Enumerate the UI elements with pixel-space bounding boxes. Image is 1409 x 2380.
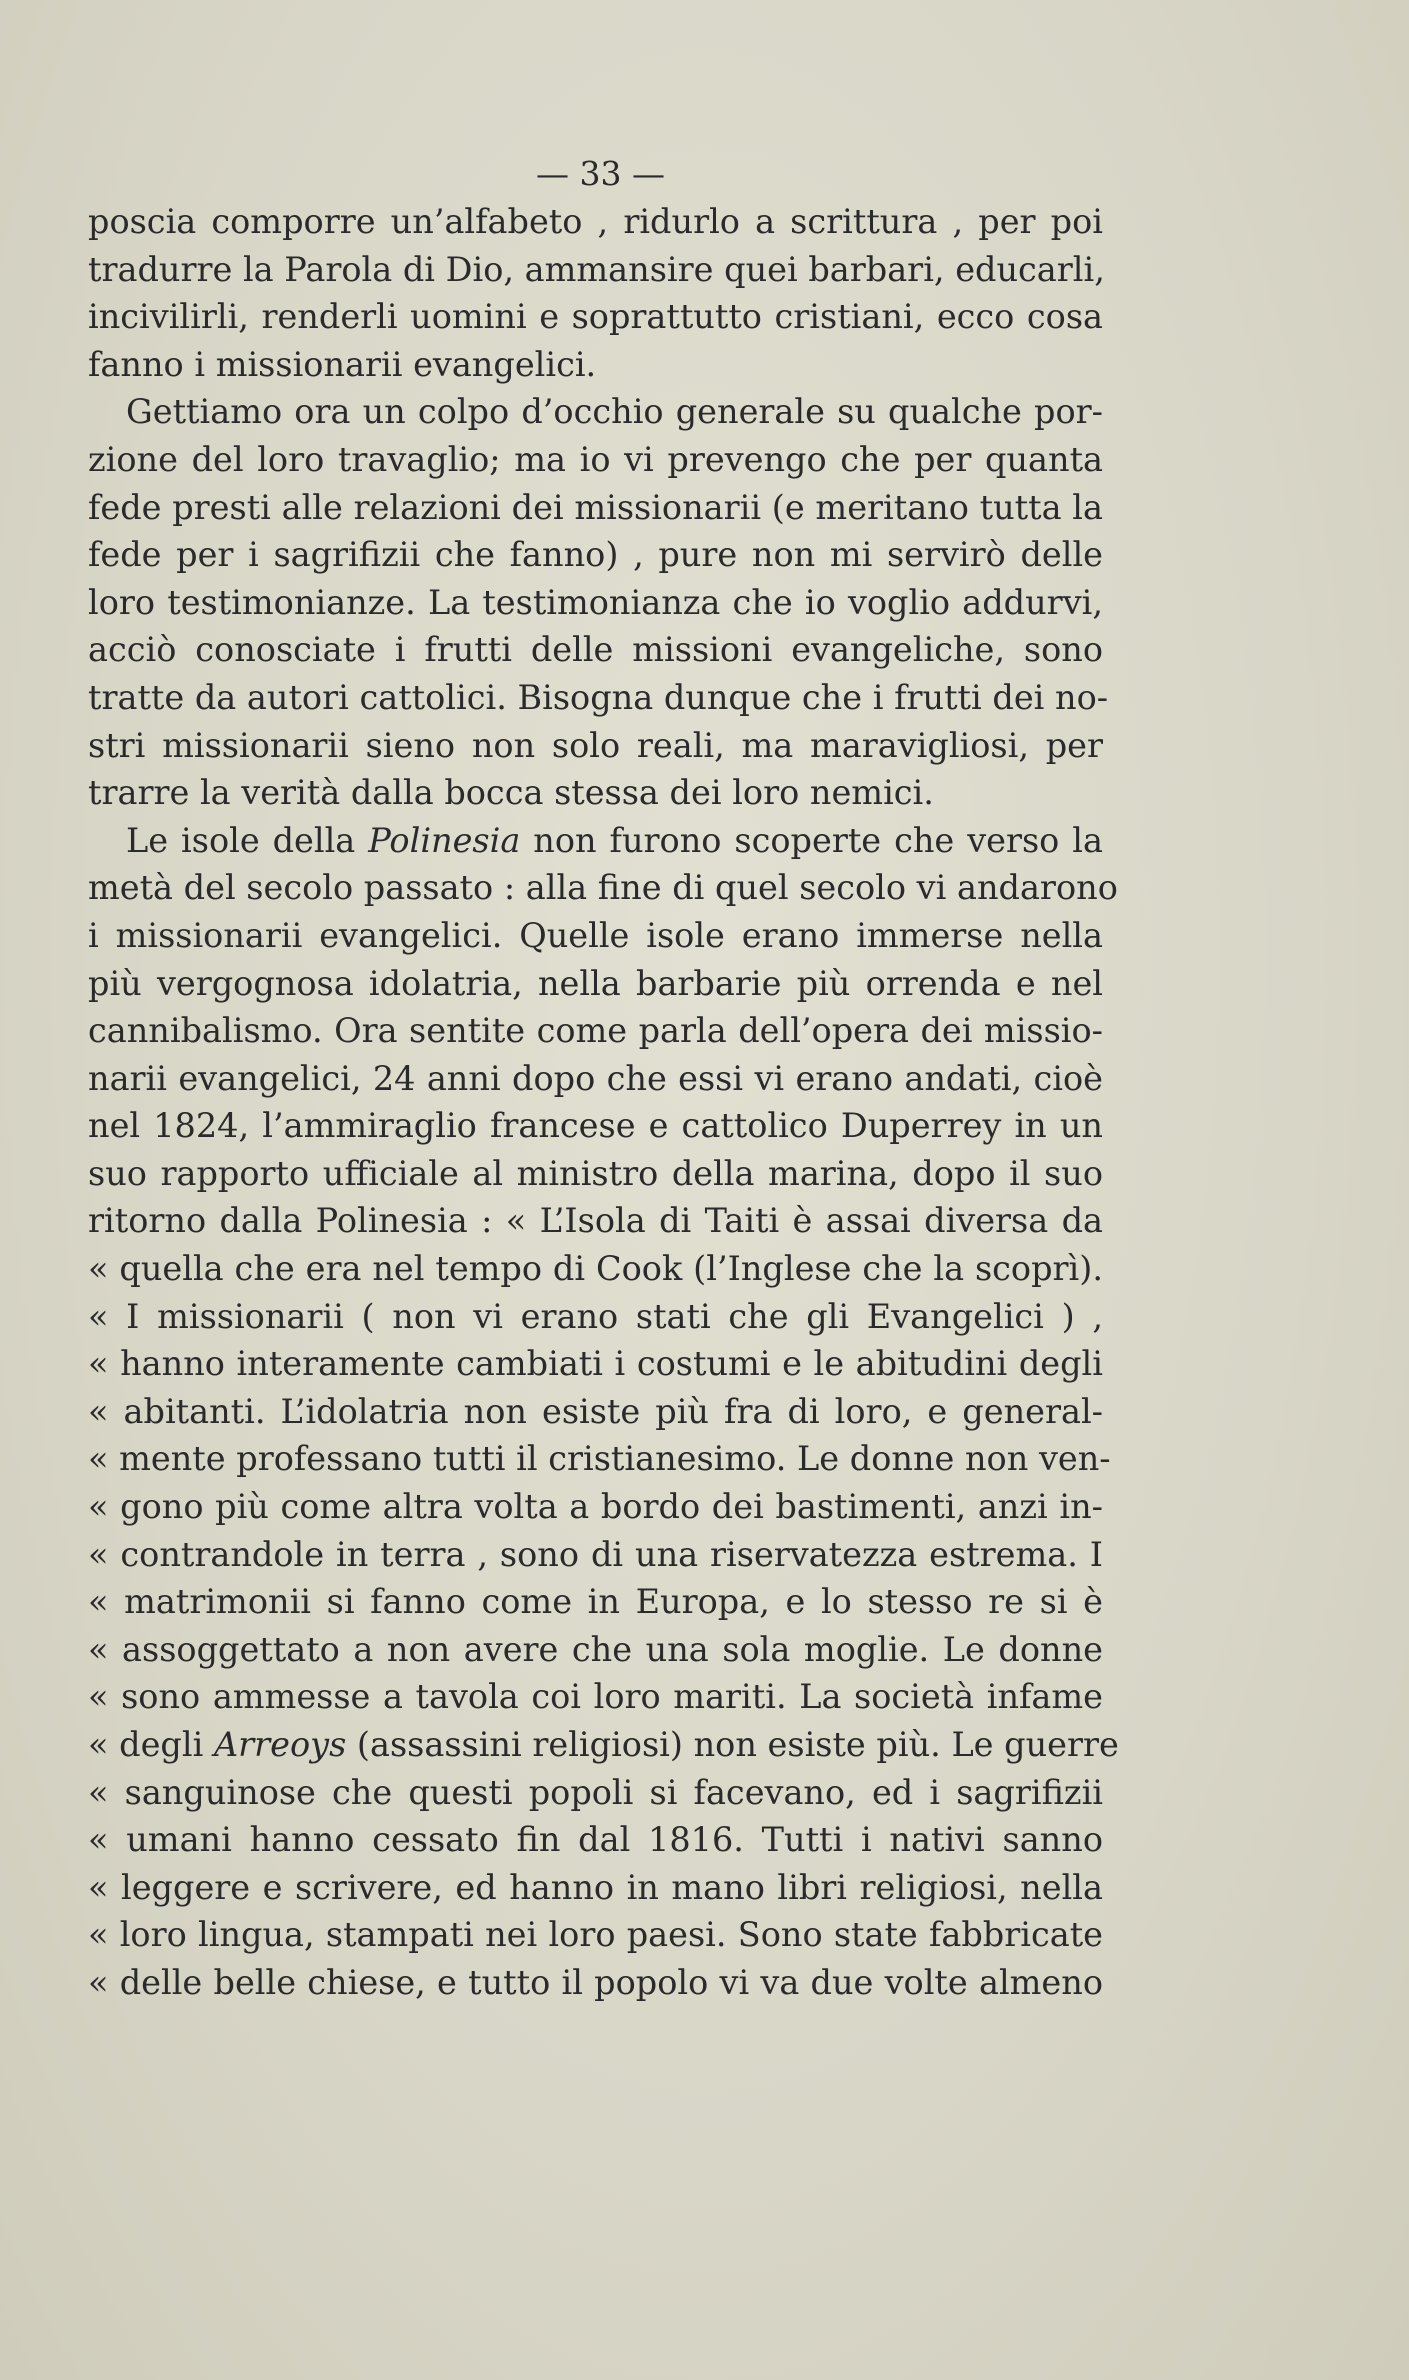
text-line: « mente professano tutti il cristianesimo. Le donne non ven- — [88, 1439, 1111, 1479]
text-line: « gono più come altra volta a bordo dei bastimenti, anzi in- — [88, 1487, 1103, 1527]
page-body — [88, 150, 1119, 2007]
text-line: ritorno dalla Polinesia : « L’Isola di Taiti è assai diversa da — [88, 1201, 1103, 1241]
text-line: poscia comporre un’alfabeto , ridurlo a scrittura , per poi — [88, 202, 1103, 241]
text-line: « delle belle chiese, e tutto il popolo vi va due volte almeno — [88, 1962, 1103, 2002]
text-line: più vergognosa idolatria, nella barbarie più orrenda e nel — [88, 963, 1103, 1003]
text-line: « contrandole in terra , sono di una riservatezza estrema. I — [88, 1534, 1103, 1574]
text-line: acciò conosciate i frutti delle missioni evangeliche, sono — [88, 630, 1103, 670]
text-line: tratte da autori cattolici. Bisogna dunque che i frutti dei no- — [88, 677, 1109, 717]
text-fragment: Le isole della — [126, 820, 369, 860]
text-line: Gettiamo ora un colpo d’occhio generale su qualche por- — [126, 392, 1103, 432]
text-line: zione del loro travaglio; ma io vi prevengo che per quanta — [88, 439, 1103, 479]
text-line: « leggere e scrivere, ed hanno in mano libri religiosi, nella — [88, 1867, 1103, 1907]
text-fragment: « degli — [88, 1725, 214, 1764]
text-line — [88, 1721, 1119, 1769]
text-line: « abitanti. L’idolatria non esiste più fra di loro, e general- — [88, 1391, 1103, 1431]
text-line: « assoggettato a non avere che una sola moglie. Le donne — [88, 1629, 1103, 1669]
text-line: stri missionarii sieno non solo reali, ma maravigliosi, per — [88, 725, 1103, 765]
text-line: « sanguinose che questi popoli si facevano, ed i sagrifizii — [88, 1772, 1103, 1812]
text-line: « loro lingua, stampati nei loro paesi. Sono state fabbricate — [88, 1915, 1103, 1955]
text-line — [88, 817, 1103, 865]
text-line: « quella che era nel tempo di Cook (l’Inglese che la scoprì). — [88, 1249, 1103, 1289]
page-number: — 33 — — [536, 154, 665, 193]
text-fragment: (assassini religiosi) non esiste più. Le guerre — [346, 1725, 1119, 1764]
text-lines — [88, 198, 1119, 2007]
italic-term: Arreoys — [213, 1725, 347, 1764]
text-line: « sono ammesse a tavola coi loro mariti. La società infame — [88, 1677, 1103, 1717]
text-line: « hanno interamente cambiati i costumi e le abitudini degli — [88, 1344, 1103, 1384]
text-line: suo rapporto ufficiale al ministro della marina, dopo il suo — [88, 1153, 1103, 1193]
text-line: tradurre la Parola di Dio, ammansire quei barbari, educarli, — [88, 249, 1105, 289]
text-line: fanno i missionarii evangelici. — [88, 344, 597, 384]
text-line: cannibalismo. Ora sentite come parla dell’opera dei missio- — [88, 1011, 1103, 1051]
text-line: « matrimonii si fanno come in Europa, e lo stesso re si è — [88, 1582, 1103, 1622]
text-line: fede per i sagrifizii che fanno) , pure non mi servirò delle — [88, 535, 1103, 575]
text-line: loro testimonianze. La testimonianza che io voglio addurvi, — [88, 582, 1103, 622]
text-line: metà del secolo passato : alla fine di quel secolo vi andarono — [88, 868, 1118, 908]
text-line: « I missionarii ( non vi erano stati che gli Evangelici ) , — [88, 1296, 1103, 1336]
text-line: narii evangelici, 24 anni dopo che essi vi erano andati, cioè — [88, 1058, 1103, 1098]
italic-term: Polinesia — [368, 820, 521, 860]
text-line: i missionarii evangelici. Quelle isole erano immerse nella — [88, 915, 1103, 955]
text-line: nel 1824, l’ammiraglio francese e cattolico Duperrey in un — [88, 1106, 1103, 1146]
text-line: « umani hanno cessato fin dal 1816. Tutti i nativi sanno — [88, 1820, 1103, 1860]
text-line: incivilirli, renderli uomini e soprattutto cristiani, ecco cosa — [88, 297, 1103, 337]
text-line: trarre la verità dalla bocca stessa dei loro nemici. — [88, 773, 934, 813]
text-line: fede presti alle relazioni dei missionarii (e meritano tutta la — [88, 487, 1103, 527]
text-fragment: non furono scoperte che verso la — [520, 820, 1103, 860]
